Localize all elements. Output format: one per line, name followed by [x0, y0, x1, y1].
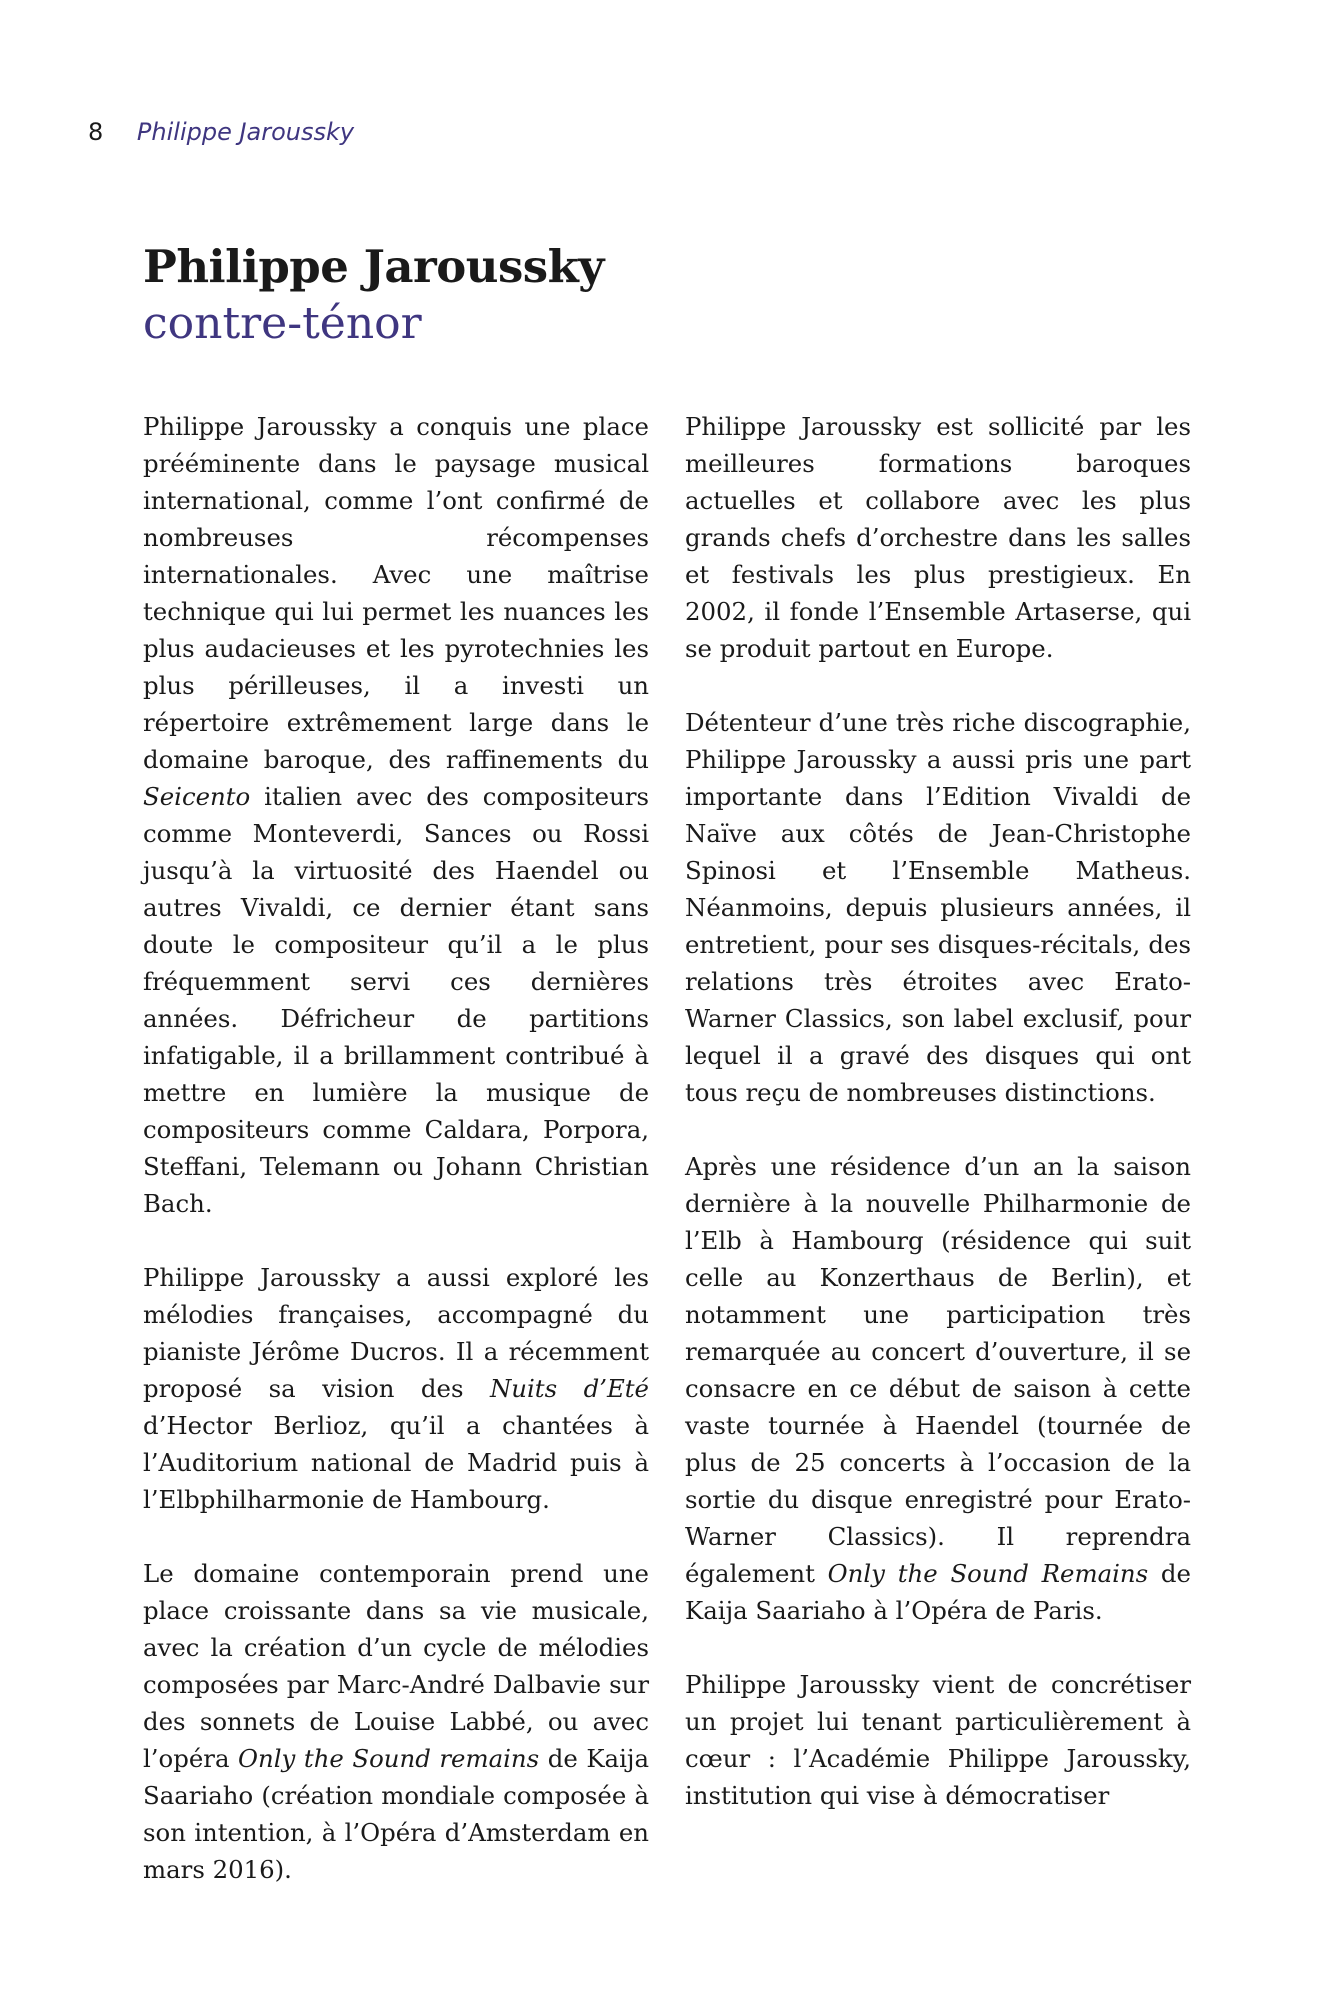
italic-title: Only the Sound remains [238, 1744, 540, 1773]
text-run: Philippe Jaroussky a aussi exploré les mélodies françaises, accompagné du pianiste Jérôme Ducros. Il a récemment proposé sa vision des [143, 1263, 649, 1403]
page-subtitle: contre-ténor [143, 298, 422, 349]
bio-paragraph-1 [143, 408, 649, 1222]
text-run: d’Hector Berlioz, qu’il a chantées à l’Auditorium national de Madrid puis à l’Elbphilharmonie de Hambourg. [143, 1411, 649, 1514]
bio-paragraph-7: Philippe Jaroussky vient de concrétiser un projet lui tenant particulièrement à cœur : l’Académie Philippe Jaroussky, institution qui vise à démocratiser [685, 1670, 1191, 1810]
italic-title: Only the Sound Remains [827, 1559, 1149, 1588]
left-column [143, 408, 649, 1925]
italic-title: Seicento [143, 782, 251, 811]
bio-paragraph-5: Détenteur d’une très riche discographie, Philippe Jaroussky a aussi pris une part importante dans l’Edition Vivaldi de Naïve aux côtés de Jean-Christophe Spinosi et l’Ensemble Matheus. Néanmoins, depuis plusieurs années, il entretient, pour ses disques-récitals, des relations très étroites avec Erato-Warner Classics, son label exclusif, pour lequel il a gravé des disques qui ont tous reçu de nombreuses distinctions. [685, 708, 1191, 1107]
page-title: Philippe Jaroussky [143, 240, 604, 293]
bio-paragraph-4: Philippe Jaroussky est sollicité par les meilleures formations baroques actuelles et collabore avec les plus grands chefs d’orchestre dans les salles et festivals les plus prestigieux. En 2002, il fonde l’Ensemble Artaserse, qui se produit partout en Europe. [685, 412, 1191, 663]
page-number: 8 [88, 118, 104, 146]
bio-paragraph-3 [143, 1555, 649, 1888]
text-run: de Kaija Saariaho à l’Opéra de Paris. [685, 1559, 1191, 1625]
running-header [88, 118, 354, 146]
title-block [143, 238, 604, 352]
text-run: de Kaija Saariaho (création mondiale composée à son intention, à l’Opéra d’Amsterdam en mars 2016). [143, 1744, 649, 1884]
bio-paragraph-6 [685, 1148, 1191, 1629]
text-run: Après une résidence d’un an la saison dernière à la nouvelle Philharmonie de l’Elb à Hambourg (résidence qui suit celle au Konzerthaus de Berlin), et notamment une participation très remarquée au concert d’ouverture, il se consacre en ce début de saison à cette vaste tournée à Haendel (tournée de plus de 25 concerts à l’occasion de la sortie du disque enregistré pour Erato-Warner Classics). Il reprendra également [685, 1152, 1191, 1588]
italic-title: Nuits d’Eté [489, 1374, 649, 1403]
text-run: Le domaine contemporain prend une place croissante dans sa vie musicale, avec la création d’un cycle de mélodies composées par Marc-André Dalbavie sur des sonnets de Louise Labbé, ou avec l’opéra [143, 1559, 649, 1773]
right-column [685, 408, 1191, 1814]
text-run: italien avec des compositeurs comme Monteverdi, Sances ou Rossi jusqu’à la virtuosité des Haendel ou autres Vivaldi, ce dernier étant sans doute le compositeur qu’il a le plus fréquemment servi ces dernières années. Défricheur de partitions infatigable, il a brillamment contribué à mettre en lumière la musique de compositeurs comme Caldara, Porpora, Steffani, Telemann ou Johann Christian Bach. [143, 782, 649, 1218]
text-run: Philippe Jaroussky a conquis une place prééminente dans le paysage musical international, comme l’ont confirmé de nombreuses récompenses internationales. Avec une maîtrise technique qui lui permet les nuances les plus audacieuses et les pyrotechnies les plus périlleuses, il a investi un répertoire extrêmement large dans le domaine baroque, des raffinements du [143, 412, 649, 774]
bio-paragraph-2 [143, 1259, 649, 1518]
running-title: Philippe Jaroussky [136, 118, 355, 146]
